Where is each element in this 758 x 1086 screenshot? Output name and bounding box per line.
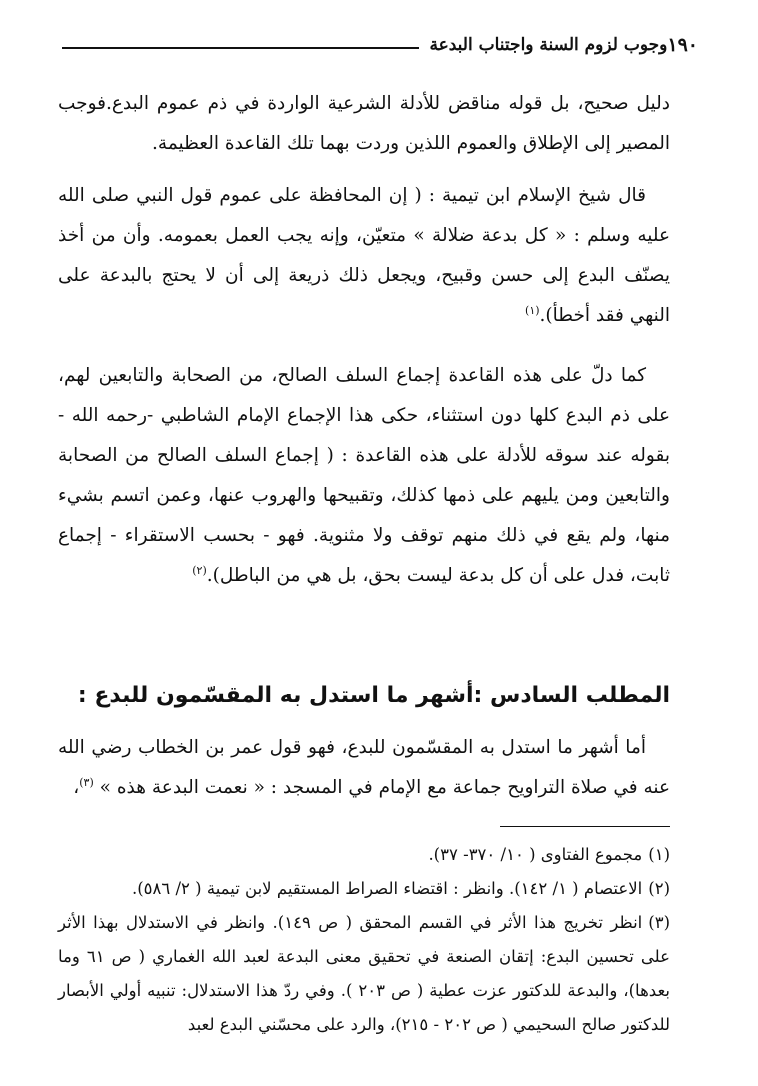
footnote-ref-2[interactable]: (٢) xyxy=(192,563,207,577)
paragraph-2 xyxy=(58,176,670,336)
paragraph-text-body: قال شيخ الإسلام ابن تيمية : ( إن المحافظة على عموم قول النبي صلى الله عليه وسلم : « كل بدعة ضلالة » متعيّن، وإنه يجب العمل بعمومه. وأن من أخذ يصنّف البدع إلى حسن وقبيح، ويجعل ذلك ذريعة إلى أن لا يحتج بالبدعة على النهي فقد أخطأ). xyxy=(58,185,670,326)
paragraph-text-body: كما دلّ على هذه القاعدة إجماع السلف الصالح، من الصحابة والتابعين لهم، على ذم البدع كلها دون استثناء، حكى هذا الإجماع الإمام الشاطبي -رحمه الله - بقوله عند سوقه للأدلة على هذه القاعدة : ( إجماع السلف الصالح من الصحابة والتابعين ومن يليهم على ذمها كذلك، وتقبيحها والهروب عنها، وعمن اتسم بشيء منها، ولم يقع في ذلك منهم توقف ولا مثنوية. فهو - بحسب الاستقراء - إجماع ثابت، فدل على أن كل بدعة ليست بحق، بل هي من الباطل). xyxy=(58,365,670,586)
paragraph-3 xyxy=(58,356,670,596)
header-rule xyxy=(62,47,419,49)
footnote-number: (٢) xyxy=(648,879,670,898)
footnote-separator xyxy=(500,826,670,827)
footnote-number: (١) xyxy=(648,845,670,864)
footnote-3 xyxy=(58,906,670,1042)
footnotes xyxy=(58,838,670,1042)
paragraph-text-body: أما أشهر ما استدل به المقسّمون للبدع، فهو قول عمر بن الخطاب رضي الله عنه في صلاة التراويح جماعة مع الإمام في المسجد : « نعمت البدعة هذه » xyxy=(58,737,670,798)
paragraph-text xyxy=(58,356,670,596)
footnote-ref-3[interactable]: (٣) xyxy=(79,775,94,789)
paragraph-text xyxy=(58,728,670,808)
footnote-text: انظر تخريج هذا الأثر في القسم المحقق ( ص ١٤٩). وانظر في الاستدلال بهذا الأثر على تحسين البدع: إتقان الصنعة في تحقيق معنى البدعة لعبد الله الغماري ( ص ٦١ وما بعدها)، والبدعة للدكتور عزت عطية ( ص ٢٠٣ ). وفي ردّ هذا الاستدلال: تنبيه أولي الأبصار للدكتور صالح السحيمي ( ص ٢٠٢ - ٢١٥)، والرد على محسّني البدع لعبد xyxy=(58,913,670,1034)
footnote-2 xyxy=(58,872,670,906)
footnote-1 xyxy=(58,838,670,872)
header-title: وجوب لزوم السنة واجتناب البدعة xyxy=(429,35,668,55)
footnote-number: (٣) xyxy=(648,913,670,932)
running-header xyxy=(52,30,698,60)
page-number: ١٩٠ xyxy=(667,34,698,56)
footnote-text: مجموع الفتاوى ( ١٠/ ٣٧٠- ٣٧). xyxy=(428,845,643,864)
footnote-text: الاعتصام ( ١/ ١٤٢). وانظر : اقتضاء الصراط المستقيم لابن تيمية ( ٢/ ٥٨٦). xyxy=(131,879,643,898)
paragraph-text xyxy=(58,176,670,336)
trailing-comma: ، xyxy=(73,777,80,798)
paragraph-1 xyxy=(58,84,670,164)
section-heading: المطلب السادس :أشهر ما استدل به المقسّمون للبدع : xyxy=(77,683,670,708)
footnote-ref-1[interactable]: (١) xyxy=(525,303,540,317)
section-paragraph xyxy=(58,728,670,808)
paragraph-text: دليل صحيح، بل قوله مناقض للأدلة الشرعية الواردة في ذم عموم البدع.فوجب المصير إلى الإطلاق والعموم اللذين وردت بهما تلك القاعدة العظيمة. xyxy=(58,93,670,154)
